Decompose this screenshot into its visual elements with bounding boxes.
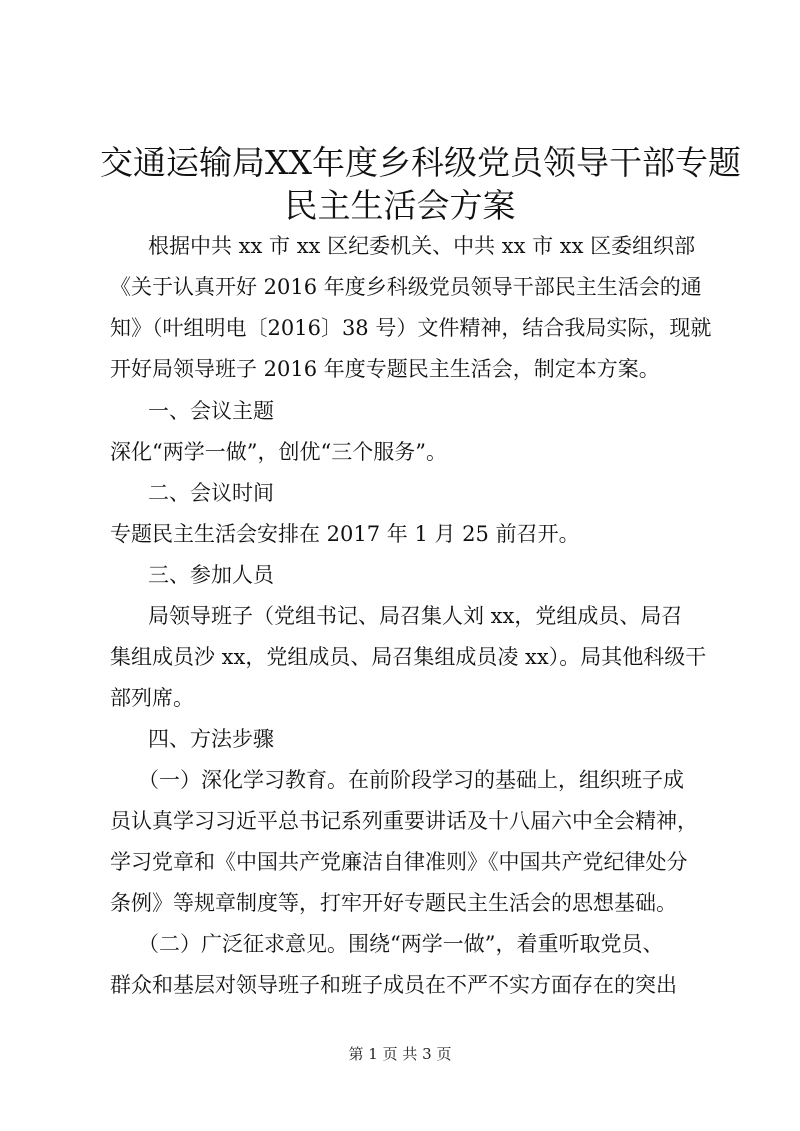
body-line: 《关于认真开好 2016 年度乡科级党员领导干部民主生活会的通 — [110, 275, 702, 299]
body-line: 知》（叶组明电〔2016〕38 号）文件精神，结合我局实际，现就 — [110, 316, 712, 340]
body-line: 员认真学习习近平总书记系列重要讲话及十八届六中全会精神， — [110, 809, 698, 833]
body-line: 群众和基层对领导班子和班子成员在不严不实方面存在的突出 — [110, 973, 677, 997]
body-line: 专题民主生活会安排在 2017 年 1 月 25 前召开。 — [110, 522, 580, 546]
section-heading: 三、参加人员 — [148, 563, 274, 587]
body-line: 部列席。 — [110, 686, 194, 710]
body-line: 局领导班子（党组书记、局召集人刘 xx，党组成员、局召 — [148, 604, 683, 628]
body-line: 集组成员沙 xx，党组成员、局召集组成员凌 xx）。局其他科级干 — [110, 645, 707, 669]
body-line: 深化“两学一做”，创优“三个服务”。 — [110, 440, 447, 464]
document-title-line-2: 民主生活会方案 — [284, 186, 516, 225]
section-heading: 二、会议时间 — [148, 481, 274, 505]
body-line: （一）深化学习教育。在前阶段学习的基础上，组织班子成 — [138, 768, 684, 792]
body-line: （二）广泛征求意见。围绕“两学一做”，着重听取党员、 — [138, 932, 664, 956]
body-line: 开好局领导班子 2016 年度专题民主生活会，制定本方案。 — [110, 357, 660, 381]
page-footer: 第 1 页 共 3 页 — [348, 1045, 452, 1063]
body-line: 根据中共 xx 市 xx 区纪委机关、中共 xx 市 xx 区委组织部 — [148, 234, 696, 258]
section-heading: 四、方法步骤 — [148, 727, 274, 751]
document-title-line-1: 交通运输局XX年度乡科级党员领导干部专题 — [100, 143, 741, 182]
body-line: 条例》等规章制度等，打牢开好专题民主生活会的思想基础。 — [110, 891, 677, 915]
body-line: 学习党章和《中国共产党廉洁自律准则》《中国共产党纪律处分 — [110, 850, 688, 874]
section-heading: 一、会议主题 — [148, 399, 274, 423]
